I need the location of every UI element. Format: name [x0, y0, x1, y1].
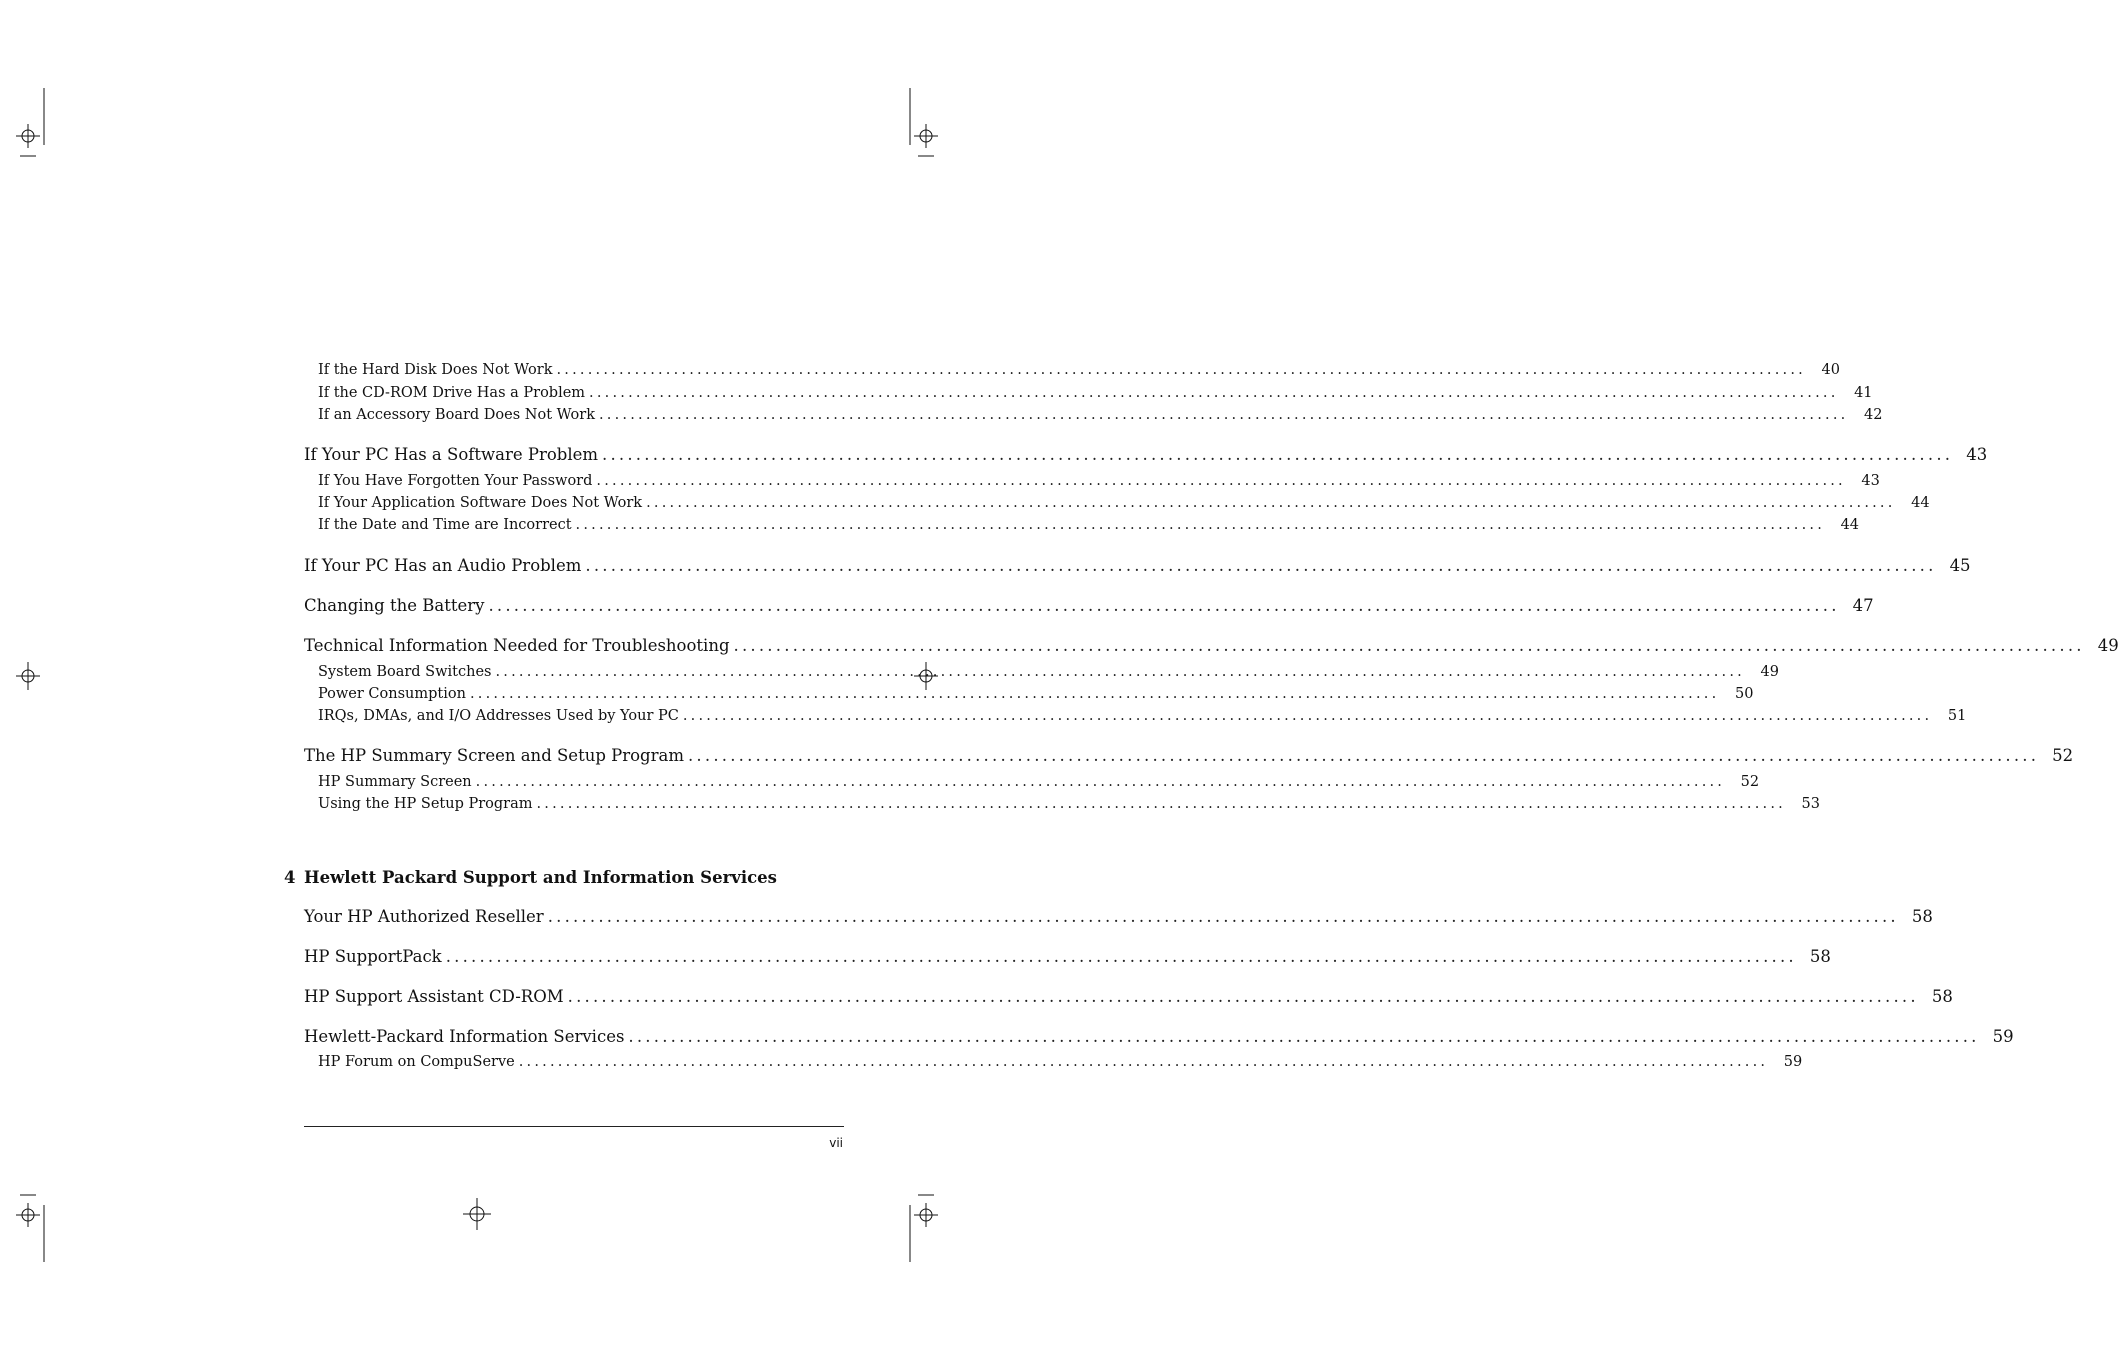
toc-entry-title: Power Consumption — [318, 686, 466, 702]
toc-entry-page: 51 — [1947, 708, 1967, 724]
toc-entry-title: Technical Information Needed for Troubleshooting — [304, 636, 730, 655]
dot-leader: ................................................................................................................................................................ — [646, 495, 1896, 511]
dot-leader: ................................................................................................................................................................ — [589, 385, 1839, 401]
dot-leader: ................................................................................................................................................................ — [469, 686, 1720, 702]
dot-leader: ................................................................................................................................................................ — [628, 1027, 1980, 1046]
chapter-title: Hewlett Packard Support and Information Services — [304, 868, 777, 887]
dot-leader: ................................................................................................................................................................ — [733, 636, 2085, 655]
toc-entry-page: 44 — [1911, 495, 1930, 511]
toc-entry-page: 47 — [1852, 596, 1874, 615]
toc-entry-title: HP Support Assistant CD-ROM — [304, 987, 564, 1006]
toc-entry-title: HP Forum on CompuServe — [318, 1054, 515, 1070]
dot-leader: ................................................................................................................................................................ — [556, 362, 1806, 378]
toc-entry-page: 45 — [1949, 556, 1971, 575]
dot-leader: ................................................................................................................................................................ — [602, 445, 1954, 464]
dot-leader: ................................................................................................................................................................ — [488, 596, 1840, 615]
toc-entry-title: If Your PC Has an Audio Problem — [304, 556, 582, 575]
dot-leader: ................................................................................................................................................................ — [495, 664, 1745, 680]
dot-leader: ................................................................................................................................................................ — [596, 473, 1846, 489]
toc-entry-page: 43 — [1861, 473, 1880, 489]
chapter-number: 4 — [284, 868, 296, 887]
toc-entry-page: 49 — [2097, 636, 2119, 655]
toc-entry-title: If the CD-ROM Drive Has a Problem — [318, 385, 586, 401]
dot-leader: ................................................................................................................................................................ — [682, 708, 1933, 724]
toc-entry-title: Your HP Authorized Reseller — [304, 907, 544, 926]
toc-entry-page: 58 — [1931, 987, 1953, 1006]
dot-leader: ................................................................................................................................................................ — [475, 774, 1726, 790]
dot-leader: ................................................................................................................................................................ — [547, 907, 1899, 926]
toc-entry-title: The HP Summary Screen and Setup Program — [304, 746, 684, 765]
dot-leader: ................................................................................................................................................................ — [518, 1054, 1769, 1070]
toc-entry-page: 52 — [2052, 746, 2074, 765]
toc-entry-page: 59 — [1783, 1054, 1803, 1070]
toc-entry-title: System Board Switches — [318, 664, 492, 680]
toc-entry-page: 41 — [1854, 385, 1873, 401]
toc-entry-title: IRQs, DMAs, and I/O Addresses Used by Your PC — [318, 708, 679, 724]
dot-leader: ................................................................................................................................................................ — [575, 517, 1826, 533]
toc-entry-title: If the Date and Time are Incorrect — [318, 517, 572, 533]
toc-entry-page: 49 — [1760, 664, 1779, 680]
toc-entry-page: 44 — [1840, 517, 1860, 533]
toc-entry-title: Using the HP Setup Program — [318, 796, 533, 812]
dot-leader: ................................................................................................................................................................ — [599, 407, 1849, 423]
toc-entry-page: 58 — [1911, 907, 1933, 926]
toc-entry-title: If You Have Forgotten Your Password — [318, 473, 593, 489]
toc-entry-page: 58 — [1809, 947, 1831, 966]
toc-entry-page: 43 — [1966, 445, 1988, 464]
toc-entry-title: If the Hard Disk Does Not Work — [318, 362, 553, 378]
dot-leader: ................................................................................................................................................................ — [445, 947, 1797, 966]
toc-entry-page: 59 — [1992, 1027, 2014, 1046]
toc-entry-title: Hewlett-Packard Information Services — [304, 1027, 625, 1046]
toc-entry-title: If an Accessory Board Does Not Work — [318, 407, 595, 423]
dot-leader: ................................................................................................................................................................ — [585, 556, 1937, 575]
page-number: vii — [829, 1136, 843, 1150]
toc-entry-title: HP Summary Screen — [318, 774, 472, 790]
dot-leader: ................................................................................................................................................................ — [567, 987, 1919, 1006]
toc-entry-page: 42 — [1864, 407, 1883, 423]
dot-leader: ................................................................................................................................................................ — [687, 746, 2040, 765]
toc-entry-title: If Your PC Has a Software Problem — [304, 445, 599, 464]
toc-entry-title: HP SupportPack — [304, 947, 442, 966]
toc-entry-title: If Your Application Software Does Not Work — [318, 495, 643, 511]
toc-entry-page: 52 — [1740, 774, 1760, 790]
toc-entry-page: 50 — [1734, 686, 1754, 702]
toc-entry-page: 40 — [1821, 362, 1840, 378]
dot-leader: ................................................................................................................................................................ — [536, 796, 1786, 812]
toc-entry-page: 53 — [1801, 796, 1820, 812]
toc-entry-title: Changing the Battery — [304, 596, 485, 615]
crop-marks — [0, 0, 954, 1351]
